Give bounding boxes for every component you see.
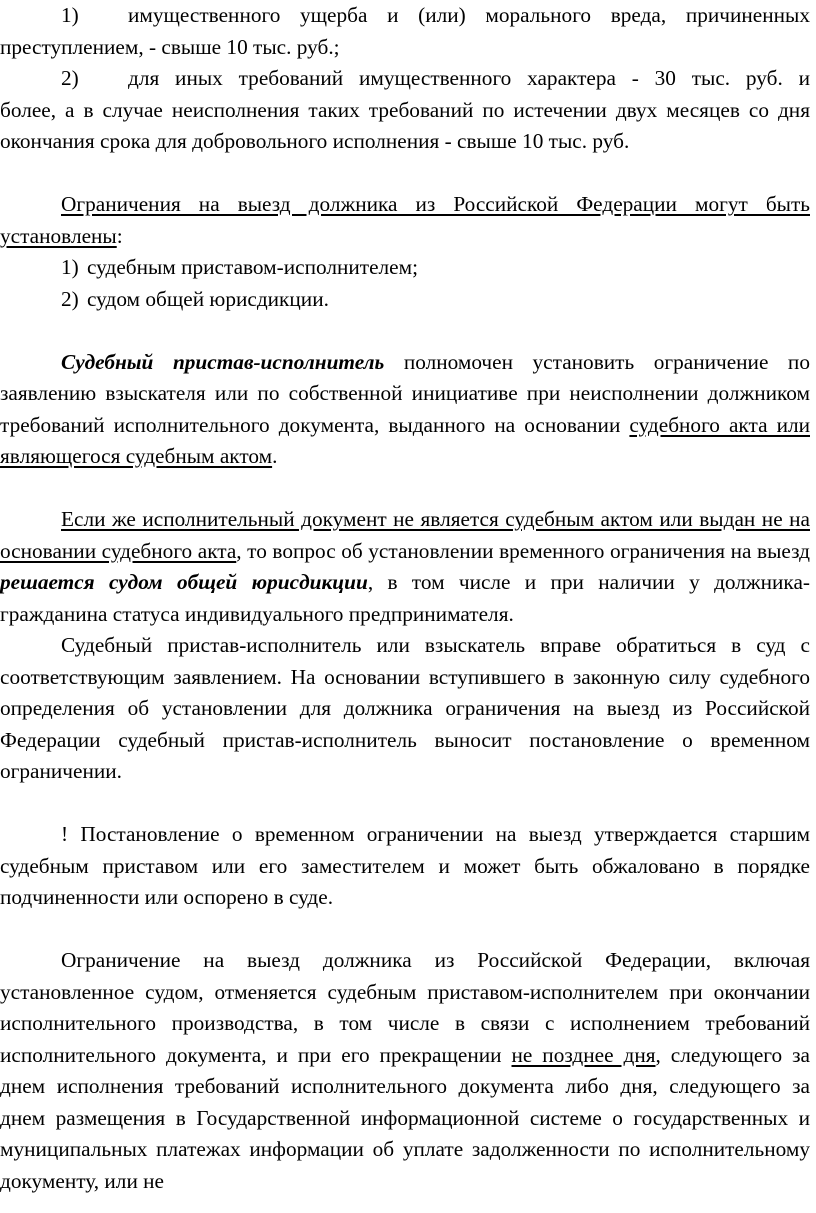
court-emphasis: решается судом общей юрисдикции xyxy=(0,570,368,594)
restrictions-item-1-text: судебным приставом-исполнителем; xyxy=(87,255,419,279)
list-item-1-text-first: имущественного ущерба и (или) морального вреда, причиненных xyxy=(128,3,810,27)
cancel-text-1: Ограничение на выезд должника из Российской Федерации, включая установленное судом, отменяется судебным приставом-исполнителем при окончании исполнительного производства, в том числе в связи с исполнением требований исполнительного документа, и при его прекращении xyxy=(0,948,810,1067)
list-item-1-text-rest: преступлением, - свыше 10 тыс. руб.; xyxy=(0,34,340,59)
restrictions-item-2-number: 2) xyxy=(61,286,79,311)
restrictions-item-1-number: 1) xyxy=(61,255,79,279)
list-item-2-text-rest: более, а в случае неисполнения таких требований по истечении двух месяцев со дня окончания срока для добровольного исполнения - свыше 10 тыс. руб. xyxy=(0,97,810,153)
list-item-1-number: 1) xyxy=(61,3,79,27)
exclamation-icon: ! xyxy=(61,822,69,846)
court-text-1: , то вопрос об установлении временного ограничения на выезд xyxy=(236,538,810,563)
bailiff-tail: . xyxy=(272,444,278,468)
note-text: Постановление о временном ограничении на выезд утверждается старшим судебным приставом или его заместителем и может быть обжаловано в порядке подчиненности или оспорено в суде. xyxy=(0,822,810,909)
appeal-paragraph: Судебный пристав-исполнитель или взыскатель вправе обратиться в суд с соответствующим заявлением. На основании вступившего в законную силу судебного определения об установлении для должника ограничения на выезд из Российской Федерации судебный пристав-исполнитель выносит постановление о временном ограничении. xyxy=(0,633,810,783)
restrictions-heading xyxy=(0,189,810,252)
bailiff-emphasis: Судебный пристав-исполнитель xyxy=(61,349,385,374)
court-underline: Если же исполнительный документ не является судебным актом или выдан не на основании судебного акта xyxy=(0,507,810,563)
bailiff-underline: судебного акта или являющегося судебным актом xyxy=(0,412,810,468)
cancel-paragraph xyxy=(0,945,810,1197)
bailiff-text: полномочен установить ограничение по заявлению взыскателя или по собственной инициативе при неисполнении должником требований исполнительного документа, выданного на основании xyxy=(0,349,810,437)
list-item-2-line xyxy=(0,63,810,95)
restrictions-item-1 xyxy=(0,252,810,284)
court-text-2: , в том числе и при наличии у должника-гражданина статуса индивидуального предпринимателя. xyxy=(0,570,811,626)
restrictions-heading-colon: : xyxy=(116,223,123,248)
list-item-2-number: 2) xyxy=(61,66,79,90)
restrictions-item-2 xyxy=(0,284,810,316)
bailiff-paragraph xyxy=(0,347,810,473)
list-item-1-line xyxy=(0,0,810,32)
restrictions-heading-text: Ограничения на выезд должника из Российской Федерации могут быть установлены xyxy=(0,192,810,248)
list-item-1 xyxy=(0,0,810,63)
cancel-underline: не позднее дня xyxy=(511,1042,656,1067)
restrictions-item-2-text: судом общей юрисдикции. xyxy=(87,286,329,311)
list-item-2-text-first: для иных требований имущественного характера - 30 тыс. руб. и xyxy=(128,66,810,90)
court-paragraph xyxy=(0,504,810,630)
cancel-text-2: , следующего за днем исполнения требований исполнительного документа либо дня, следующего за днем размещения в Государственной информационной системе о государственных и муниципальных платежах информации об уплате задолженности по исполнительному документу, или не xyxy=(0,1042,810,1193)
list-item-2 xyxy=(0,63,810,158)
note-paragraph xyxy=(0,819,810,914)
